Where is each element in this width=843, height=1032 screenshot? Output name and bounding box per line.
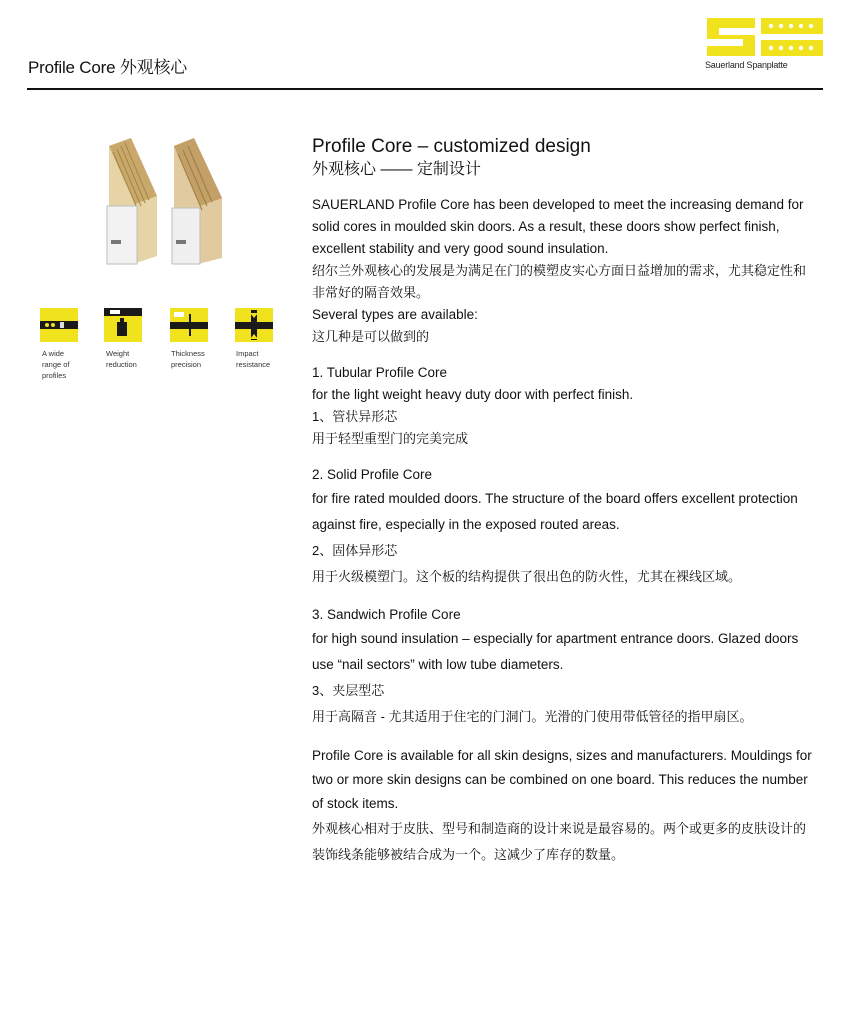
door-core-illustration-right <box>168 136 226 266</box>
closing-cn: 外观核心相对于皮肤、型号和制造商的设计来说是最容易的。两个或更多的皮肤设计的装饰线条能够被结合成为一个。这减少了库存的数量。 <box>312 821 807 862</box>
item-desc-cn: 用于火级模塑门。这个板的结构提供了很出色的防火性，尤其在裸线区域。 <box>312 569 742 584</box>
item-title-en: 3. Sandwich Profile Core <box>312 607 461 622</box>
page-title: Profile Core 外观核心 <box>28 58 188 77</box>
item-desc-en: for high sound insulation – especially for apartment entrance doors. Glazed doors use “nail sectors” with low tube diameters. <box>312 631 799 672</box>
thickness-precision-icon <box>170 308 208 342</box>
item-title-cn: 2、固体异形芯 <box>312 543 398 558</box>
feature-label-weight-reduction: Weight reduction <box>106 349 137 369</box>
intro-en: SAUERLAND Profile Core has been developed to meet the increasing demand for solid cores in moulded skin doors. As a result, these doors show perfect finish, excellent stability and very good sound insulation. <box>312 197 804 256</box>
item-desc-en: for the light weight heavy duty door with perfect finish. <box>312 387 634 402</box>
section-title-en: Profile Core – customized design <box>312 136 591 157</box>
feature-label-impact-resistance: Impact resistance <box>236 349 271 369</box>
header-divider <box>27 88 823 90</box>
section-title-cn: 外观核心 —— 定制设计 <box>312 161 481 178</box>
types-cn: 这几种是可以做到的 <box>312 329 430 344</box>
item-title-en: 1. Tubular Profile Core <box>312 365 448 380</box>
closing-paragraph <box>312 744 812 868</box>
wide-range-icon <box>40 308 78 342</box>
closing-en: Profile Core is available for all skin designs, sizes and manufacturers. Mouldings for two or more skin designs can be combined on one board. This reduces the number of stock items. <box>312 748 812 811</box>
types-en: Several types are available: <box>312 307 478 322</box>
intro-cn: 绍尔兰外观核心的发展是为满足在门的模塑皮实心方面日益增加的需求，尤其稳定性和非常好的隔音效果。 <box>312 263 807 300</box>
logo-caption: Sauerland Spanplatte <box>705 60 788 70</box>
door-core-illustration-left <box>103 136 161 266</box>
item-desc-en: for fire rated moulded doors. The structure of the board offers excellent protection against fire, especially in the exposed routed areas. <box>312 491 798 532</box>
item-desc-cn: 用于轻型重型门的完美完成 <box>312 431 469 446</box>
list-item <box>312 464 812 590</box>
list-item <box>312 604 812 730</box>
list-item <box>312 362 812 450</box>
feature-label-wide-range: A wide range of profiles <box>42 349 70 380</box>
item-desc-cn: 用于高隔音 - 尤其适用于住宅的门洞门。光滑的门使用带低管径的指甲扇区。 <box>312 709 753 724</box>
feature-label-thickness-precision: Thickness precision <box>171 349 205 369</box>
item-title-cn: 3、夹层型芯 <box>312 683 385 698</box>
item-title-cn: 1、管状异形芯 <box>312 409 398 424</box>
item-title-en: 2. Solid Profile Core <box>312 467 433 482</box>
weight-reduction-icon <box>104 308 142 342</box>
content-column <box>312 136 812 868</box>
impact-resistance-icon <box>235 308 273 342</box>
